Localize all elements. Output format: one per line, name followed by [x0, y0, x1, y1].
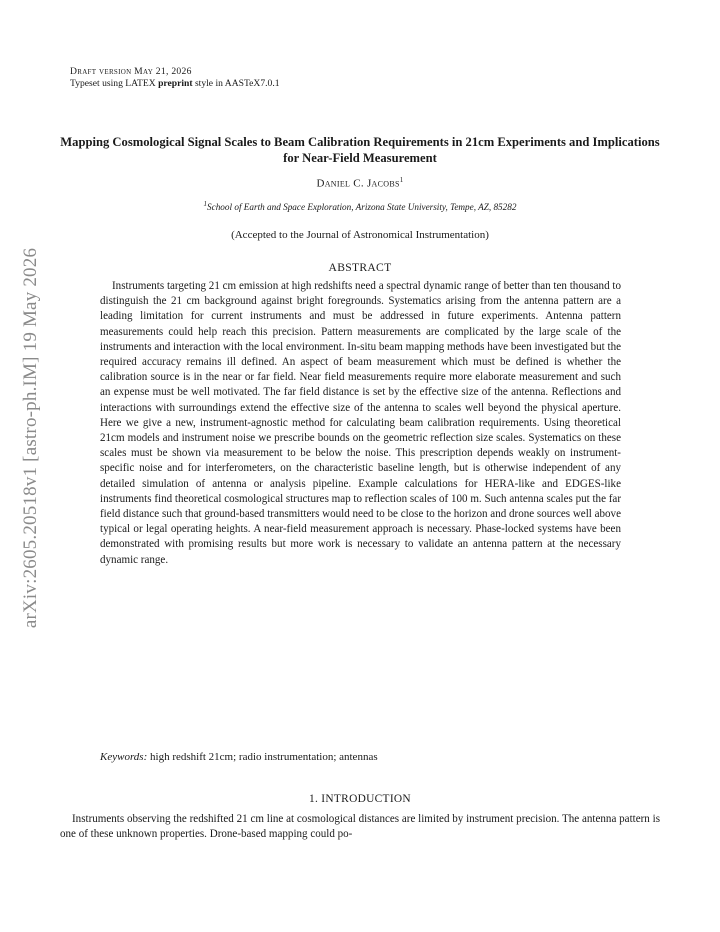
introduction-paragraph: Instruments observing the redshifted 21 cm line at cosmological distances are limited by instrument precision. The antenna pattern is one of these unknown properties. Drone-based mapping could po- [60, 813, 660, 841]
arxiv-identifier: arXiv:2605.20518v1 [astro-ph.IM] 19 May 2026 [20, 247, 41, 629]
author-line [60, 176, 660, 190]
keywords-line [100, 751, 378, 763]
author-name: Daniel C. Jacobs [316, 177, 400, 190]
header-notes [70, 66, 280, 90]
abstract-paragraph: Instruments targeting 21 cm emission at high redshifts need a spectral dynamic range of better than ten thousand to distinguish the 21 cm background against bright foregrounds. Systematics arising from the antenna pattern are a leading limitation for current instruments and must be addressed in future experiments. Antenna pattern measurements could help reach this precision. Pattern measurements are complicated by the large scale of the instruments and interaction with the local environment. In-situ beam mapping methods have been investigated but the required accuracy remains ill defined. An aspect of beam measurement which must be defined is whether the calibration source is in the near or far field. Near field measurements require more elaborate measurement and such an expense must be well motivated. The far field distance is set by the effective size of the antenna. Reflections and interactions with surroundings extend the effective size of the antenna to scales well beyond the physical aperture. Here we give a new, instrument-agnostic method for calculating beam calibration requirements. Using theoretical 21cm models and instrument noise we prescribe bounds on the geometric reflection size scales. Systematics on these scales must be shown via measurement to be below the noise. This prescription depends weakly on instrument-specific noise and for interferometers, on the characteristic baseline length, but is otherwise independent of any detailed simulation of antenna or analysis pipeline. Example calculations for HERA-like and EDGES-like instruments find theoretical cosmological structures map to reflection scales of 100 m. Such antenna scales put the far field distance such that ground-based transmitters would need to be close to the horizon and drone sources well above typical or legal operating heights. A near-field measurement approach is necessary. Phase-locked systems have been demonstrated with promising results but more work is necessary to validate an antenna pattern at the necessary dynamic range. [100, 280, 621, 566]
keywords-text: high redshift 21cm; radio instrumentation; antennas [147, 751, 378, 763]
typeset-line [70, 78, 280, 90]
paper-title: Mapping Cosmological Signal Scales to Beam Calibration Requirements in 21cm Experiments and Implications for Near-Field Measurement [60, 135, 660, 165]
author-marker: 1 [399, 176, 404, 184]
typeset-prefix: Typeset using [70, 78, 126, 89]
affiliation-marker: 1 [203, 200, 208, 208]
abstract-heading: ABSTRACT [328, 261, 392, 274]
latex-logo: LATEX [125, 78, 156, 89]
affiliation-line [60, 200, 660, 212]
typeset-preprint: preprint [158, 78, 193, 89]
affiliation-text: School of Earth and Space Exploration, Arizona State University, Tempe, AZ, 85282 [207, 202, 517, 213]
arxiv-sidebar-stamp [16, 228, 46, 648]
draft-version: Draft version May 21, 2026 [70, 66, 192, 77]
abstract-body [100, 279, 621, 568]
typeset-suffix: style in AASTeX7.0.1 [192, 78, 280, 89]
keywords-label: Keywords: [100, 751, 148, 763]
section-heading-introduction: 1. INTRODUCTION [309, 793, 411, 805]
introduction-body [60, 812, 660, 843]
acceptance-note: (Accepted to the Journal of Astronomical Instrumentation) [231, 229, 489, 241]
